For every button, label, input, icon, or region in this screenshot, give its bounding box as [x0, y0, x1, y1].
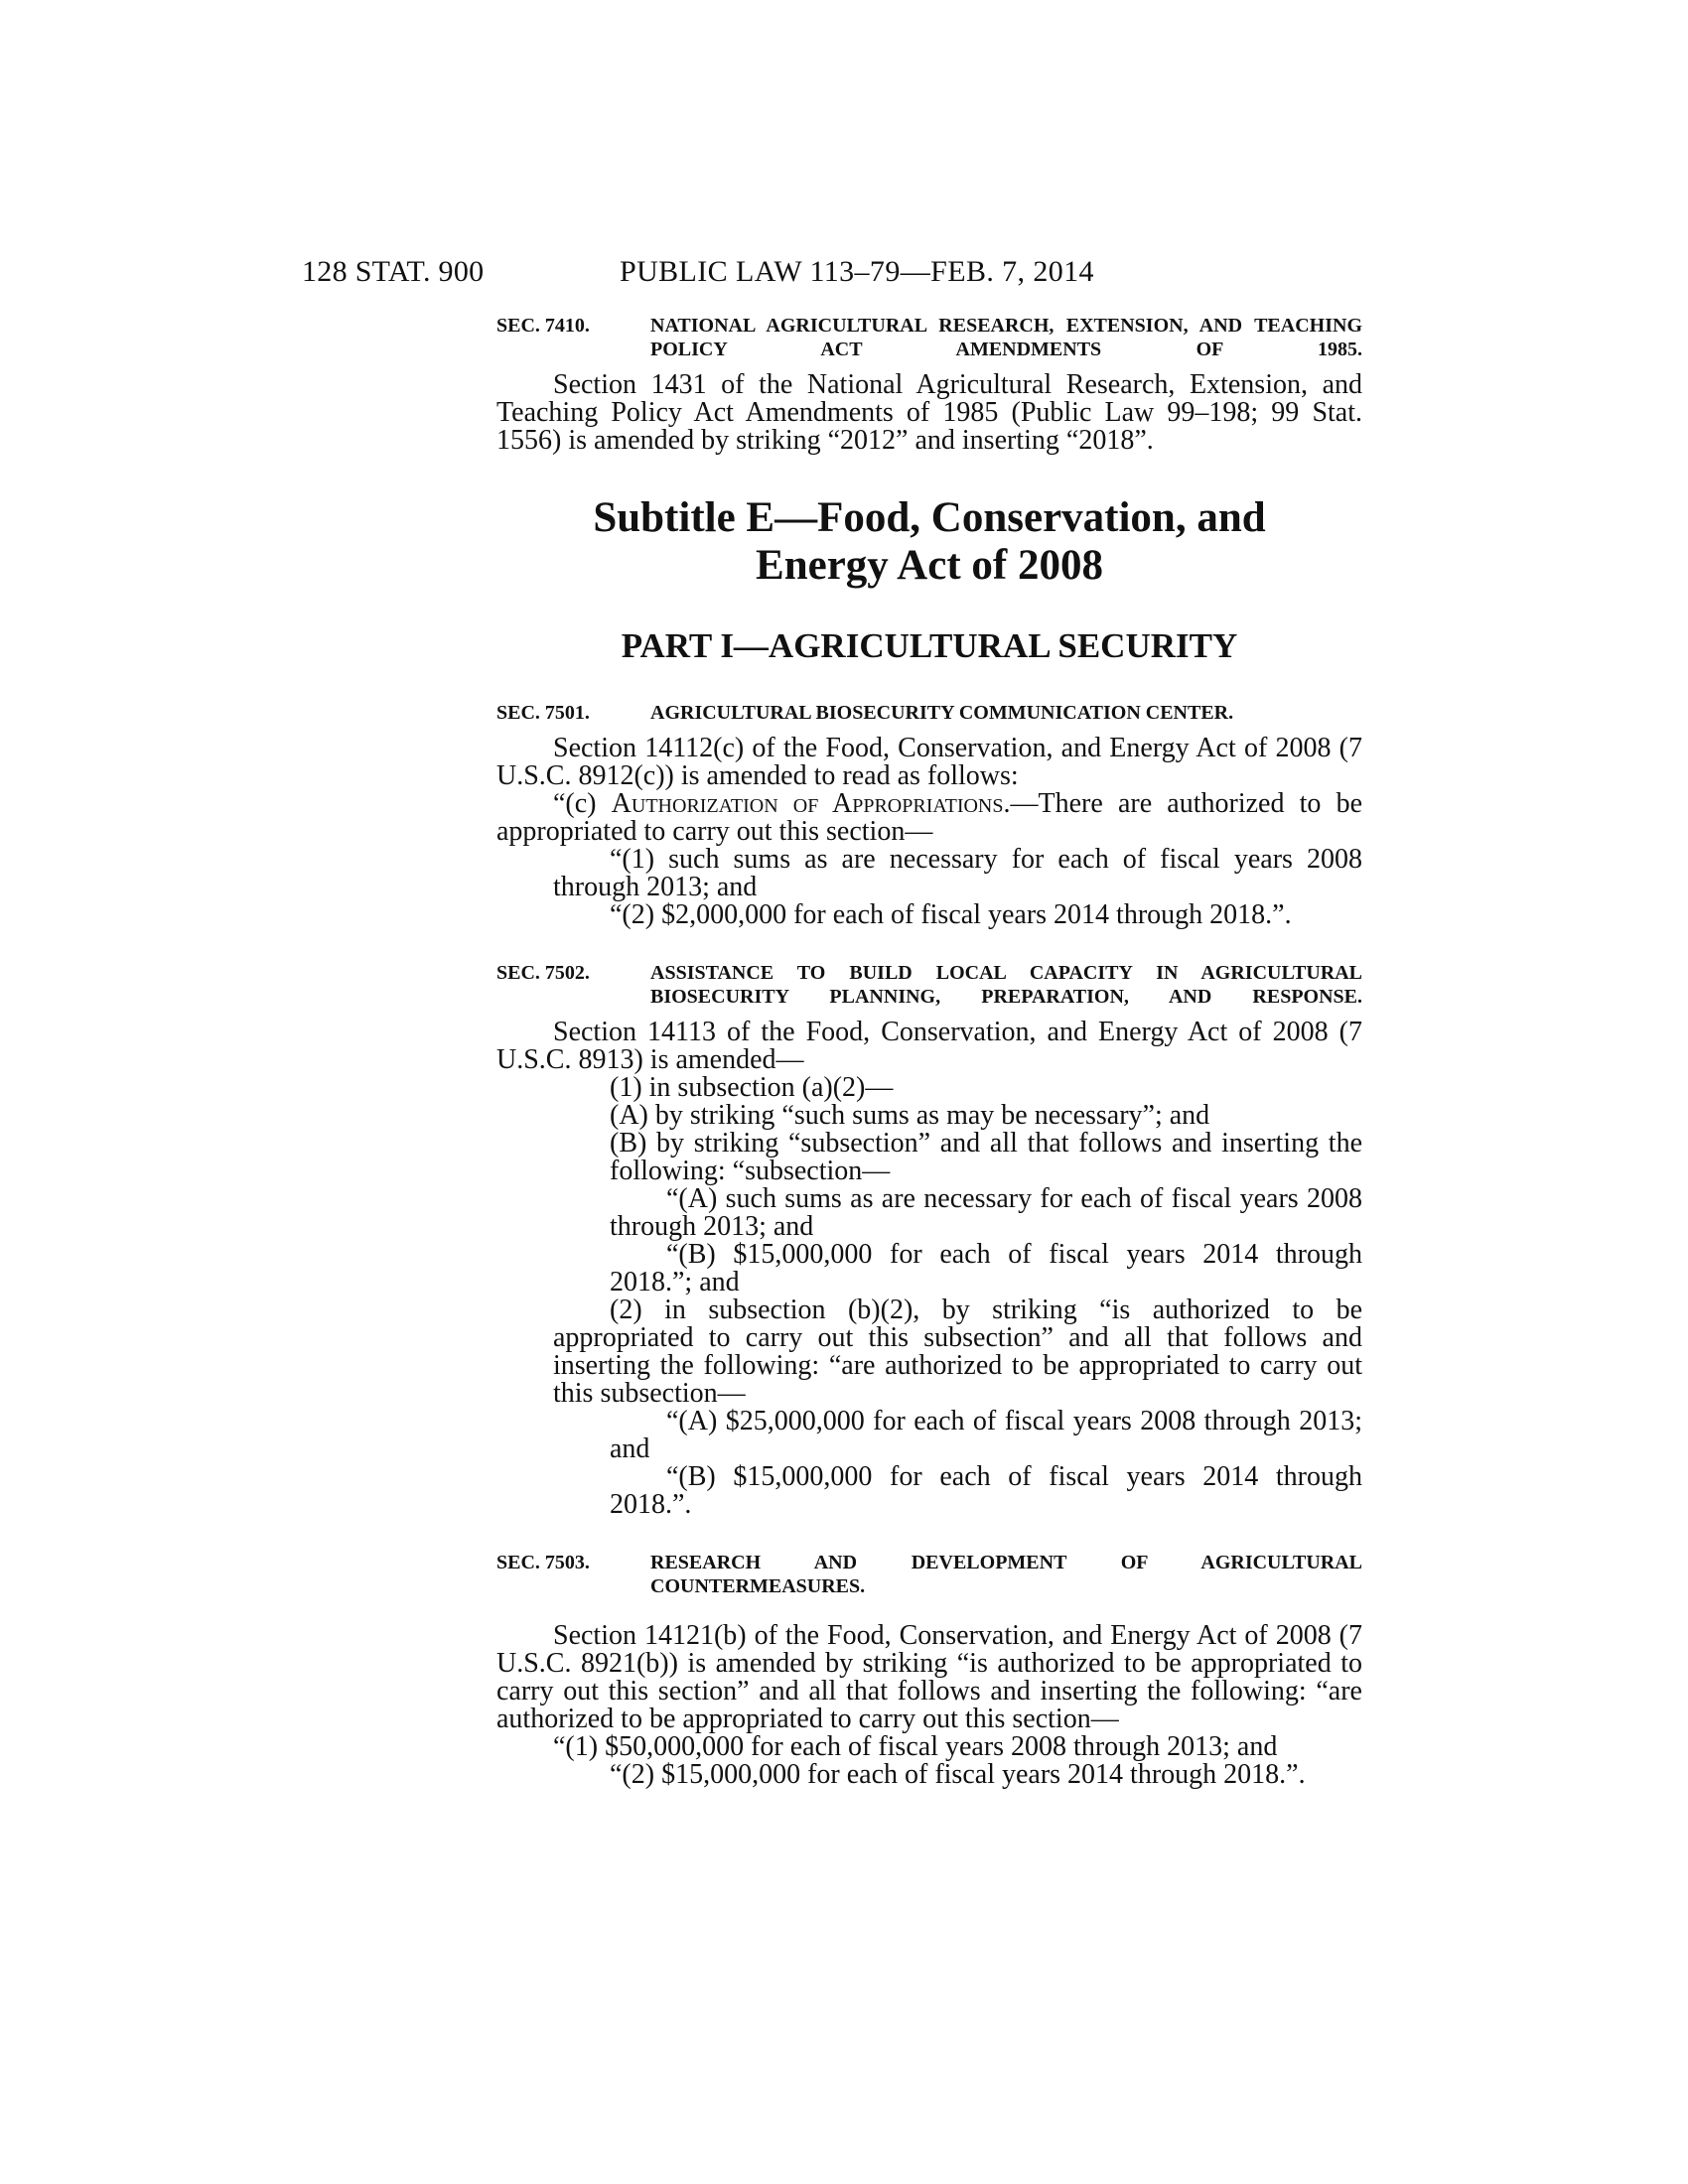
paragraph-2: “(2) $2,000,000 for each of fiscal years 2014 through 2018.”.: [610, 899, 1292, 930]
subtitle-block: [496, 494, 1362, 590]
section-text: Section 14113 of the Food, Conservation, and Energy Act of 2008 (7 U.S.C. 8913) is amended—: [496, 1017, 1362, 1075]
section-heading-7410: [496, 314, 1362, 361]
section-heading-7502: [496, 961, 1362, 1009]
statute-page-reference: 128 STAT. 900: [302, 255, 485, 288]
section-number: SEC. 7410.: [496, 315, 590, 337]
inserted-subparagraph-a: “(A) $25,000,000 for each of fiscal years 2008 through 2013; and: [610, 1406, 1362, 1464]
section-heading-7503: [496, 1551, 1362, 1598]
inserted-subparagraph-b: “(B) $15,000,000 for each of fiscal years 2014 through 2018.”; and: [610, 1239, 1362, 1297]
part-heading: PART I—AGRICULTURAL SECURITY: [621, 626, 1238, 665]
subsection-c: [496, 790, 1362, 846]
section-heading-7501: [496, 701, 1362, 725]
page-header: [302, 252, 1364, 292]
section-title: AGRICULTURAL BIOSECURITY COMMUNICATION CENTER.: [650, 702, 1234, 724]
paragraph-2: (2) in subsection (b)(2), by striking “is authorized to be appropriated to carry out this subsection” and all that follows and inserting the following: “are authorized to be appropriated to carry out this subsection—: [553, 1295, 1362, 1409]
section-number: SEC. 7503.: [496, 1552, 590, 1573]
subtitle-line-2: Energy Act of 2008: [756, 542, 1103, 589]
subparagraph-1a: (A) by striking “such sums as may be necessary”; and: [610, 1100, 1210, 1131]
section-text: Section 14112(c) of the Food, Conservation, and Energy Act of 2008 (7 U.S.C. 8912(c)) is amended to read as follows:: [496, 733, 1362, 791]
section-title: ASSISTANCE TO BUILD LOCAL CAPACITY IN AGRICULTURAL BIOSECURITY PLANNING, PREPARATION, AND RESPONSE.: [650, 962, 1362, 1008]
paragraph-2: “(2) $15,000,000 for each of fiscal years 2014 through 2018.”.: [610, 1759, 1306, 1790]
section-number: SEC. 7502.: [496, 962, 590, 984]
section-number: SEC. 7501.: [496, 702, 590, 724]
section-title: RESEARCH AND DEVELOPMENT OF AGRICULTURAL COUNTERMEASURES.: [650, 1552, 1362, 1597]
subparagraph-1b: (B) by striking “subsection” and all that follows and inserting the following: “subsection—: [610, 1128, 1362, 1186]
inserted-subparagraph-b: “(B) $15,000,000 for each of fiscal years 2014 through 2018.”.: [610, 1461, 1362, 1520]
paragraph-1: “(1) $50,000,000 for each of fiscal years 2008 through 2013; and: [553, 1731, 1278, 1762]
paragraph-1: “(1) such sums as are necessary for each of fiscal years 2008 through 2013; and: [553, 844, 1362, 902]
subtitle-line-1: Subtitle E—Food, Conservation, and: [593, 494, 1266, 541]
section-text: Section 1431 of the National Agricultural Research, Extension, and Teaching Policy Act Amendments of 1985 (Public Law 99–198; 99 Stat. 1556) is amended by striking “2012” and inserting “2018”.: [496, 369, 1362, 456]
paragraph-1: (1) in subsection (a)(2)—: [610, 1072, 894, 1103]
subsection-c-text: .—There are authorized to be appropriated to carry out this section—: [496, 788, 1362, 847]
subsection-c-lead: “(c): [553, 788, 612, 819]
section-text: Section 14121(b) of the Food, Conservation, and Energy Act of 2008 (7 U.S.C. 8921(b)) is amended by striking “is authorized to be appropriated to carry out this section” and all that follows and inserting the following: “are authorized to be appropriated to carry out this section—: [496, 1620, 1362, 1734]
section-title: NATIONAL AGRICULTURAL RESEARCH, EXTENSION, AND TEACHING POLICY ACT AMENDMENTS OF 1985.: [650, 315, 1362, 360]
document-body: [496, 314, 1362, 1789]
public-law-reference: PUBLIC LAW 113–79—FEB. 7, 2014: [620, 255, 1094, 288]
subsection-c-heading: Authorization of Appropriations: [611, 788, 1004, 819]
inserted-subparagraph-a: “(A) such sums as are necessary for each of fiscal years 2008 through 2013; and: [610, 1183, 1362, 1242]
